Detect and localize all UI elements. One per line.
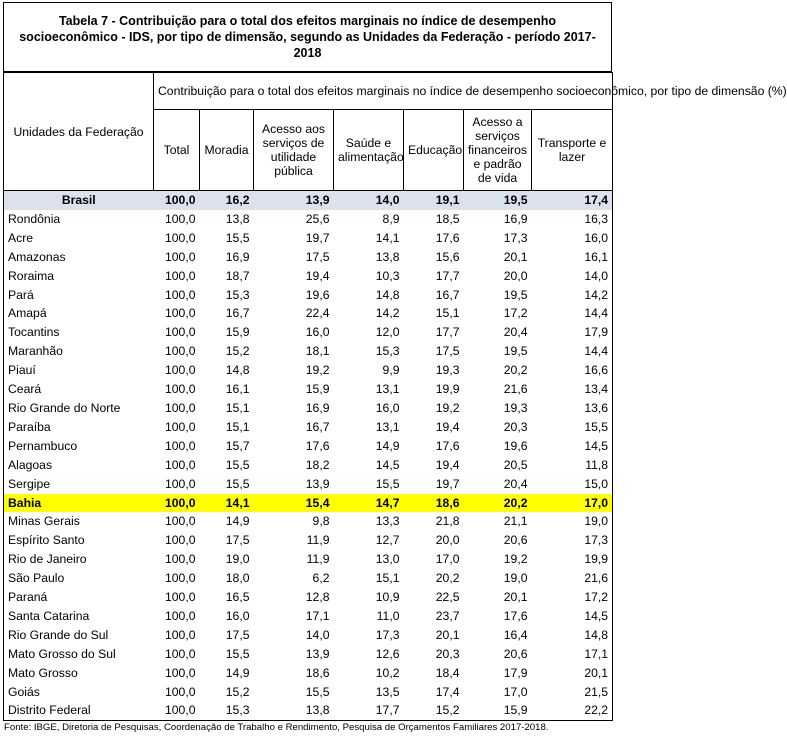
value-cell: 16,4 <box>503 627 528 642</box>
value-cell: 16,9 <box>305 400 330 415</box>
value-cell: 20,2 <box>503 363 528 378</box>
value-cell: 100,0 <box>165 382 196 397</box>
uf-name-cell: Mato Grosso do Sul <box>4 645 154 664</box>
value-cell: 14,8 <box>532 626 613 645</box>
value-cell: 20,1 <box>503 590 528 605</box>
value-cell: 15,5 <box>375 476 400 491</box>
value-cell: 15,5 <box>225 457 250 472</box>
value-cell: 23,7 <box>435 608 460 623</box>
value-cell: 16,1 <box>225 382 250 397</box>
uf-name-cell: Amapá <box>4 304 154 323</box>
value-cell: 15,2 <box>225 684 250 699</box>
value-cell: 18,2 <box>305 457 330 472</box>
value-cell: 100,0 <box>165 211 196 226</box>
value-cell: 16,7 <box>435 287 460 302</box>
value-cell: 20,3 <box>435 646 460 661</box>
uf-name-cell: Bahia <box>4 494 154 513</box>
value-cell: 14,0 <box>305 627 330 642</box>
value-cell: 16,9 <box>503 211 528 226</box>
value-cell: 14,9 <box>225 514 250 529</box>
value-cell: 17,6 <box>305 438 330 453</box>
value-cell: 17,6 <box>435 230 460 245</box>
column-header: Acesso aos serviços de utilidade pública <box>254 110 334 191</box>
value-cell: 14,0 <box>334 191 404 210</box>
data-table <box>3 72 787 721</box>
value-cell: 17,2 <box>532 588 613 607</box>
value-cell: 14,0 <box>532 267 613 286</box>
column-header: Acesso a serviços financeiros e padrão de vida <box>464 110 532 191</box>
value-cell: 9,9 <box>382 363 400 378</box>
value-cell: 16,0 <box>305 325 330 340</box>
value-cell: 20,5 <box>503 457 528 472</box>
value-cell: 18,1 <box>305 344 330 359</box>
value-cell: 16,0 <box>532 229 613 248</box>
value-cell: 15,9 <box>225 325 250 340</box>
uf-name-cell: Pará <box>4 286 154 305</box>
table-row <box>4 626 613 645</box>
value-cell: 100,0 <box>165 230 196 245</box>
value-cell: 16,1 <box>532 248 613 267</box>
value-cell: 15,5 <box>305 684 330 699</box>
value-cell: 100,0 <box>165 306 196 321</box>
value-cell: 14,1 <box>200 494 254 513</box>
value-cell: 12,0 <box>375 325 400 340</box>
table-row <box>4 267 613 286</box>
value-cell: 12,8 <box>305 590 330 605</box>
uf-name-cell: Rio de Janeiro <box>4 550 154 569</box>
value-cell: 100,0 <box>165 438 196 453</box>
table-row <box>4 361 613 380</box>
value-cell: 14,5 <box>532 607 613 626</box>
value-cell: 19,6 <box>305 287 330 302</box>
value-cell: 17,0 <box>532 494 613 513</box>
value-cell: 17,4 <box>435 684 460 699</box>
value-cell: 17,0 <box>503 684 528 699</box>
value-cell: 19,9 <box>532 550 613 569</box>
value-cell: 17,6 <box>503 608 528 623</box>
table-row <box>4 191 613 210</box>
value-cell: 13,9 <box>254 191 334 210</box>
value-cell: 21,1 <box>503 514 528 529</box>
value-cell: 17,3 <box>375 627 400 642</box>
value-cell: 17,2 <box>503 306 528 321</box>
value-cell: 12,6 <box>375 646 400 661</box>
uf-name-cell: Goiás <box>4 683 154 702</box>
uf-name-cell: São Paulo <box>4 569 154 588</box>
value-cell: 15,6 <box>435 249 460 264</box>
table-row <box>4 399 613 418</box>
value-cell: 15,1 <box>225 419 250 434</box>
uf-name-cell: Pernambuco <box>4 437 154 456</box>
value-cell: 100,0 <box>165 646 196 661</box>
value-cell: 100,0 <box>165 665 196 680</box>
value-cell: 17,5 <box>435 344 460 359</box>
value-cell: 15,3 <box>375 344 400 359</box>
uf-name-cell: Amazonas <box>4 248 154 267</box>
column-header: Total <box>154 110 200 191</box>
value-cell: 100,0 <box>165 325 196 340</box>
uf-name-cell: Santa Catarina <box>4 607 154 626</box>
value-cell: 18,0 <box>225 571 250 586</box>
table-body <box>4 191 613 721</box>
table-row <box>4 342 613 361</box>
value-cell: 13,0 <box>375 552 400 567</box>
column-header: Moradia <box>200 110 254 191</box>
value-cell: 19,4 <box>435 457 460 472</box>
value-cell: 100,0 <box>165 344 196 359</box>
table-row <box>4 437 613 456</box>
value-cell: 19,4 <box>435 419 460 434</box>
value-cell: 17,0 <box>435 552 460 567</box>
value-cell: 100,0 <box>165 514 196 529</box>
uf-name-cell: Tocantins <box>4 323 154 342</box>
value-cell: 19,4 <box>305 268 330 283</box>
value-cell: 20,2 <box>435 571 460 586</box>
value-cell: 14,7 <box>334 494 404 513</box>
value-cell: 20,0 <box>503 268 528 283</box>
value-cell: 14,5 <box>532 437 613 456</box>
uf-name-cell: Rondônia <box>4 210 154 229</box>
uf-name-cell: Mato Grosso <box>4 664 154 683</box>
value-cell: 15,5 <box>225 230 250 245</box>
table-row <box>4 304 613 323</box>
value-cell: 100,0 <box>165 533 196 548</box>
value-cell: 16,7 <box>225 306 250 321</box>
uf-name-cell: Distrito Federal <box>4 701 154 720</box>
value-cell: 100,0 <box>165 268 196 283</box>
value-cell: 17,3 <box>532 531 613 550</box>
value-cell: 17,3 <box>503 230 528 245</box>
uf-name-cell: Piauí <box>4 361 154 380</box>
value-cell: 13,3 <box>375 514 400 529</box>
value-cell: 15,5 <box>225 646 250 661</box>
value-cell: 13,1 <box>375 419 400 434</box>
value-cell: 20,4 <box>503 325 528 340</box>
value-cell: 15,2 <box>225 344 250 359</box>
value-cell: 19,0 <box>503 571 528 586</box>
uf-name-cell: Rio Grande do Norte <box>4 399 154 418</box>
value-cell: 13,6 <box>532 399 613 418</box>
table-row <box>4 456 613 475</box>
value-cell: 19,3 <box>435 363 460 378</box>
value-cell: 100,0 <box>165 457 196 472</box>
value-cell: 22,5 <box>435 590 460 605</box>
value-cell: 15,3 <box>225 287 250 302</box>
table-row <box>4 323 613 342</box>
value-cell: 16,0 <box>375 400 400 415</box>
value-cell: 14,1 <box>375 230 400 245</box>
value-cell: 21,5 <box>532 683 613 702</box>
value-cell: 17,1 <box>532 645 613 664</box>
value-cell: 19,0 <box>225 552 250 567</box>
value-cell: 20,1 <box>532 664 613 683</box>
value-cell: 6,2 <box>312 571 330 586</box>
value-cell: 19,6 <box>503 438 528 453</box>
uf-name-cell: Alagoas <box>4 456 154 475</box>
value-cell: 10,9 <box>375 590 400 605</box>
table-row <box>4 701 613 720</box>
value-cell: 13,8 <box>254 701 334 720</box>
table-figure <box>3 2 787 734</box>
value-cell: 16,9 <box>225 249 250 264</box>
value-cell: 100,0 <box>154 701 200 720</box>
value-cell: 18,6 <box>305 665 330 680</box>
value-cell: 100,0 <box>165 608 196 623</box>
value-cell: 9,8 <box>312 514 330 529</box>
value-cell: 17,5 <box>225 627 250 642</box>
value-cell: 15,5 <box>532 418 613 437</box>
column-header: Educação <box>404 110 464 191</box>
value-cell: 20,6 <box>503 646 528 661</box>
value-cell: 15,4 <box>254 494 334 513</box>
value-cell: 11,9 <box>306 533 330 548</box>
value-cell: 19,5 <box>464 191 532 210</box>
table-row <box>4 418 613 437</box>
value-cell: 13,5 <box>375 684 400 699</box>
value-cell: 16,3 <box>532 210 613 229</box>
value-cell: 10,2 <box>375 665 400 680</box>
value-cell: 20,0 <box>435 533 460 548</box>
value-cell: 19,5 <box>503 287 528 302</box>
column-header: Saúde e alimentação <box>334 110 404 191</box>
value-cell: 17,9 <box>532 323 613 342</box>
value-cell: 19,3 <box>503 400 528 415</box>
value-cell: 13,1 <box>375 382 400 397</box>
value-cell: 15,0 <box>532 475 613 494</box>
value-cell: 100,0 <box>165 571 196 586</box>
value-cell: 15,1 <box>375 571 400 586</box>
value-cell: 100,0 <box>165 627 196 642</box>
uf-name-cell: Maranhão <box>4 342 154 361</box>
value-cell: 15,9 <box>464 701 532 720</box>
table-row <box>4 683 613 702</box>
value-cell: 21,8 <box>435 514 460 529</box>
value-cell: 14,8 <box>225 363 250 378</box>
table-row <box>4 210 613 229</box>
value-cell: 100,0 <box>154 191 200 210</box>
value-cell: 19,2 <box>435 400 460 415</box>
table-row <box>4 229 613 248</box>
value-cell: 14,8 <box>375 287 400 302</box>
value-cell: 15,1 <box>225 400 250 415</box>
value-cell: 11,8 <box>532 456 613 475</box>
value-cell: 15,5 <box>225 476 250 491</box>
value-cell: 100,0 <box>165 552 196 567</box>
value-cell: 19,5 <box>503 344 528 359</box>
value-cell: 18,7 <box>225 268 250 283</box>
value-cell: 18,5 <box>435 211 460 226</box>
value-cell: 100,0 <box>165 476 196 491</box>
value-cell: 15,7 <box>225 438 250 453</box>
uf-name-cell: Ceará <box>4 380 154 399</box>
value-cell: 13,8 <box>225 211 250 226</box>
table-row <box>4 607 613 626</box>
table-row <box>4 569 613 588</box>
value-cell: 17,7 <box>334 701 404 720</box>
table-row <box>4 248 613 267</box>
value-cell: 22,4 <box>305 306 330 321</box>
column-header: Transporte e lazer <box>532 110 613 191</box>
value-cell: 100,0 <box>165 419 196 434</box>
value-cell: 18,4 <box>435 665 460 680</box>
value-cell: 14,5 <box>375 457 400 472</box>
value-cell: 19,2 <box>305 363 330 378</box>
source-note: Fonte: IBGE, Diretoria de Pesquisas, Coordenação de Trabalho e Rendimento, Pesquisa de Orçamentos Familiares 2017-2018. <box>4 722 549 734</box>
value-cell: 17,5 <box>225 533 250 548</box>
value-cell: 19,2 <box>503 552 528 567</box>
value-cell: 17,5 <box>305 249 330 264</box>
value-cell: 100,0 <box>154 494 200 513</box>
value-cell: 19,9 <box>435 382 460 397</box>
value-cell: 22,2 <box>532 701 613 720</box>
value-cell: 20,3 <box>503 419 528 434</box>
value-cell: 15,9 <box>305 382 330 397</box>
uf-name-cell: Roraima <box>4 267 154 286</box>
value-cell: 14,2 <box>375 306 400 321</box>
table-row <box>4 512 613 531</box>
value-cell: 15,3 <box>200 701 254 720</box>
value-cell: 100,0 <box>165 363 196 378</box>
value-cell: 100,0 <box>165 590 196 605</box>
table-row <box>4 494 613 513</box>
value-cell: 14,9 <box>375 438 400 453</box>
table-row <box>4 645 613 664</box>
value-cell: 11,0 <box>376 608 400 623</box>
table-row <box>4 664 613 683</box>
value-cell: 16,6 <box>532 361 613 380</box>
uf-name-cell: Espírito Santo <box>4 531 154 550</box>
value-cell: 17,4 <box>532 191 613 210</box>
table-row <box>4 550 613 569</box>
value-cell: 13,4 <box>532 380 613 399</box>
value-cell: 20,1 <box>503 249 528 264</box>
table-row <box>4 380 613 399</box>
table-row <box>4 531 613 550</box>
table-row <box>4 286 613 305</box>
uf-name-cell: Brasil <box>4 191 154 210</box>
value-cell: 100,0 <box>165 287 196 302</box>
uf-name-cell: Sergipe <box>4 475 154 494</box>
value-cell: 11,9 <box>306 552 330 567</box>
value-cell: 13,8 <box>375 249 400 264</box>
value-cell: 14,4 <box>532 304 613 323</box>
value-cell: 17,1 <box>305 608 330 623</box>
column-header-uf: Unidades da Federação <box>4 73 154 191</box>
value-cell: 20,2 <box>464 494 532 513</box>
value-cell: 15,1 <box>435 306 460 321</box>
uf-name-cell: Rio Grande do Sul <box>4 626 154 645</box>
value-cell: 21,6 <box>532 569 613 588</box>
table-row <box>4 588 613 607</box>
value-cell: 14,4 <box>532 342 613 361</box>
value-cell: 10,3 <box>375 268 400 283</box>
uf-name-cell: Paraná <box>4 588 154 607</box>
value-cell: 13,9 <box>305 646 330 661</box>
value-cell: 19,1 <box>404 191 464 210</box>
value-cell: 12,7 <box>375 533 400 548</box>
value-cell: 100,0 <box>165 249 196 264</box>
value-cell: 17,7 <box>435 325 460 340</box>
table-title <box>3 2 612 72</box>
value-cell: 16,5 <box>225 590 250 605</box>
value-cell: 16,7 <box>305 419 330 434</box>
value-cell: 21,6 <box>503 382 528 397</box>
value-cell: 20,4 <box>503 476 528 491</box>
value-cell: 19,0 <box>532 512 613 531</box>
value-cell: 100,0 <box>165 684 196 699</box>
value-cell: 19,7 <box>305 230 330 245</box>
value-cell: 14,9 <box>225 665 250 680</box>
value-cell: 25,6 <box>305 211 330 226</box>
value-cell: 20,6 <box>503 533 528 548</box>
value-cell: 14,2 <box>532 286 613 305</box>
value-cell: 17,7 <box>435 268 460 283</box>
value-cell: 16,2 <box>200 191 254 210</box>
uf-name-cell: Paraíba <box>4 418 154 437</box>
value-cell: 17,6 <box>435 438 460 453</box>
table-title-text: Tabela 7 - Contribuição para o total dos efeitos marginais no índice de desempenho socioeconômico - IDS, por tipo de dimensão, segundo as Unidades da Federação - período 2017-2018 <box>19 14 596 60</box>
value-cell: 17,9 <box>503 665 528 680</box>
table-row <box>4 475 613 494</box>
value-cell: 15,2 <box>404 701 464 720</box>
value-cell: 8,9 <box>382 211 400 226</box>
value-cell: 20,1 <box>435 627 460 642</box>
value-cell: 16,0 <box>225 608 250 623</box>
value-cell: 100,0 <box>165 400 196 415</box>
column-group-header: Contribuição para o total dos efeitos marginais no índice de desempenho socioeconômico, por tipo de dimensão (%) <box>154 73 613 110</box>
value-cell: 13,9 <box>305 476 330 491</box>
value-cell: 19,7 <box>435 476 460 491</box>
uf-name-cell: Minas Gerais <box>4 512 154 531</box>
uf-name-cell: Acre <box>4 229 154 248</box>
value-cell: 18,6 <box>404 494 464 513</box>
